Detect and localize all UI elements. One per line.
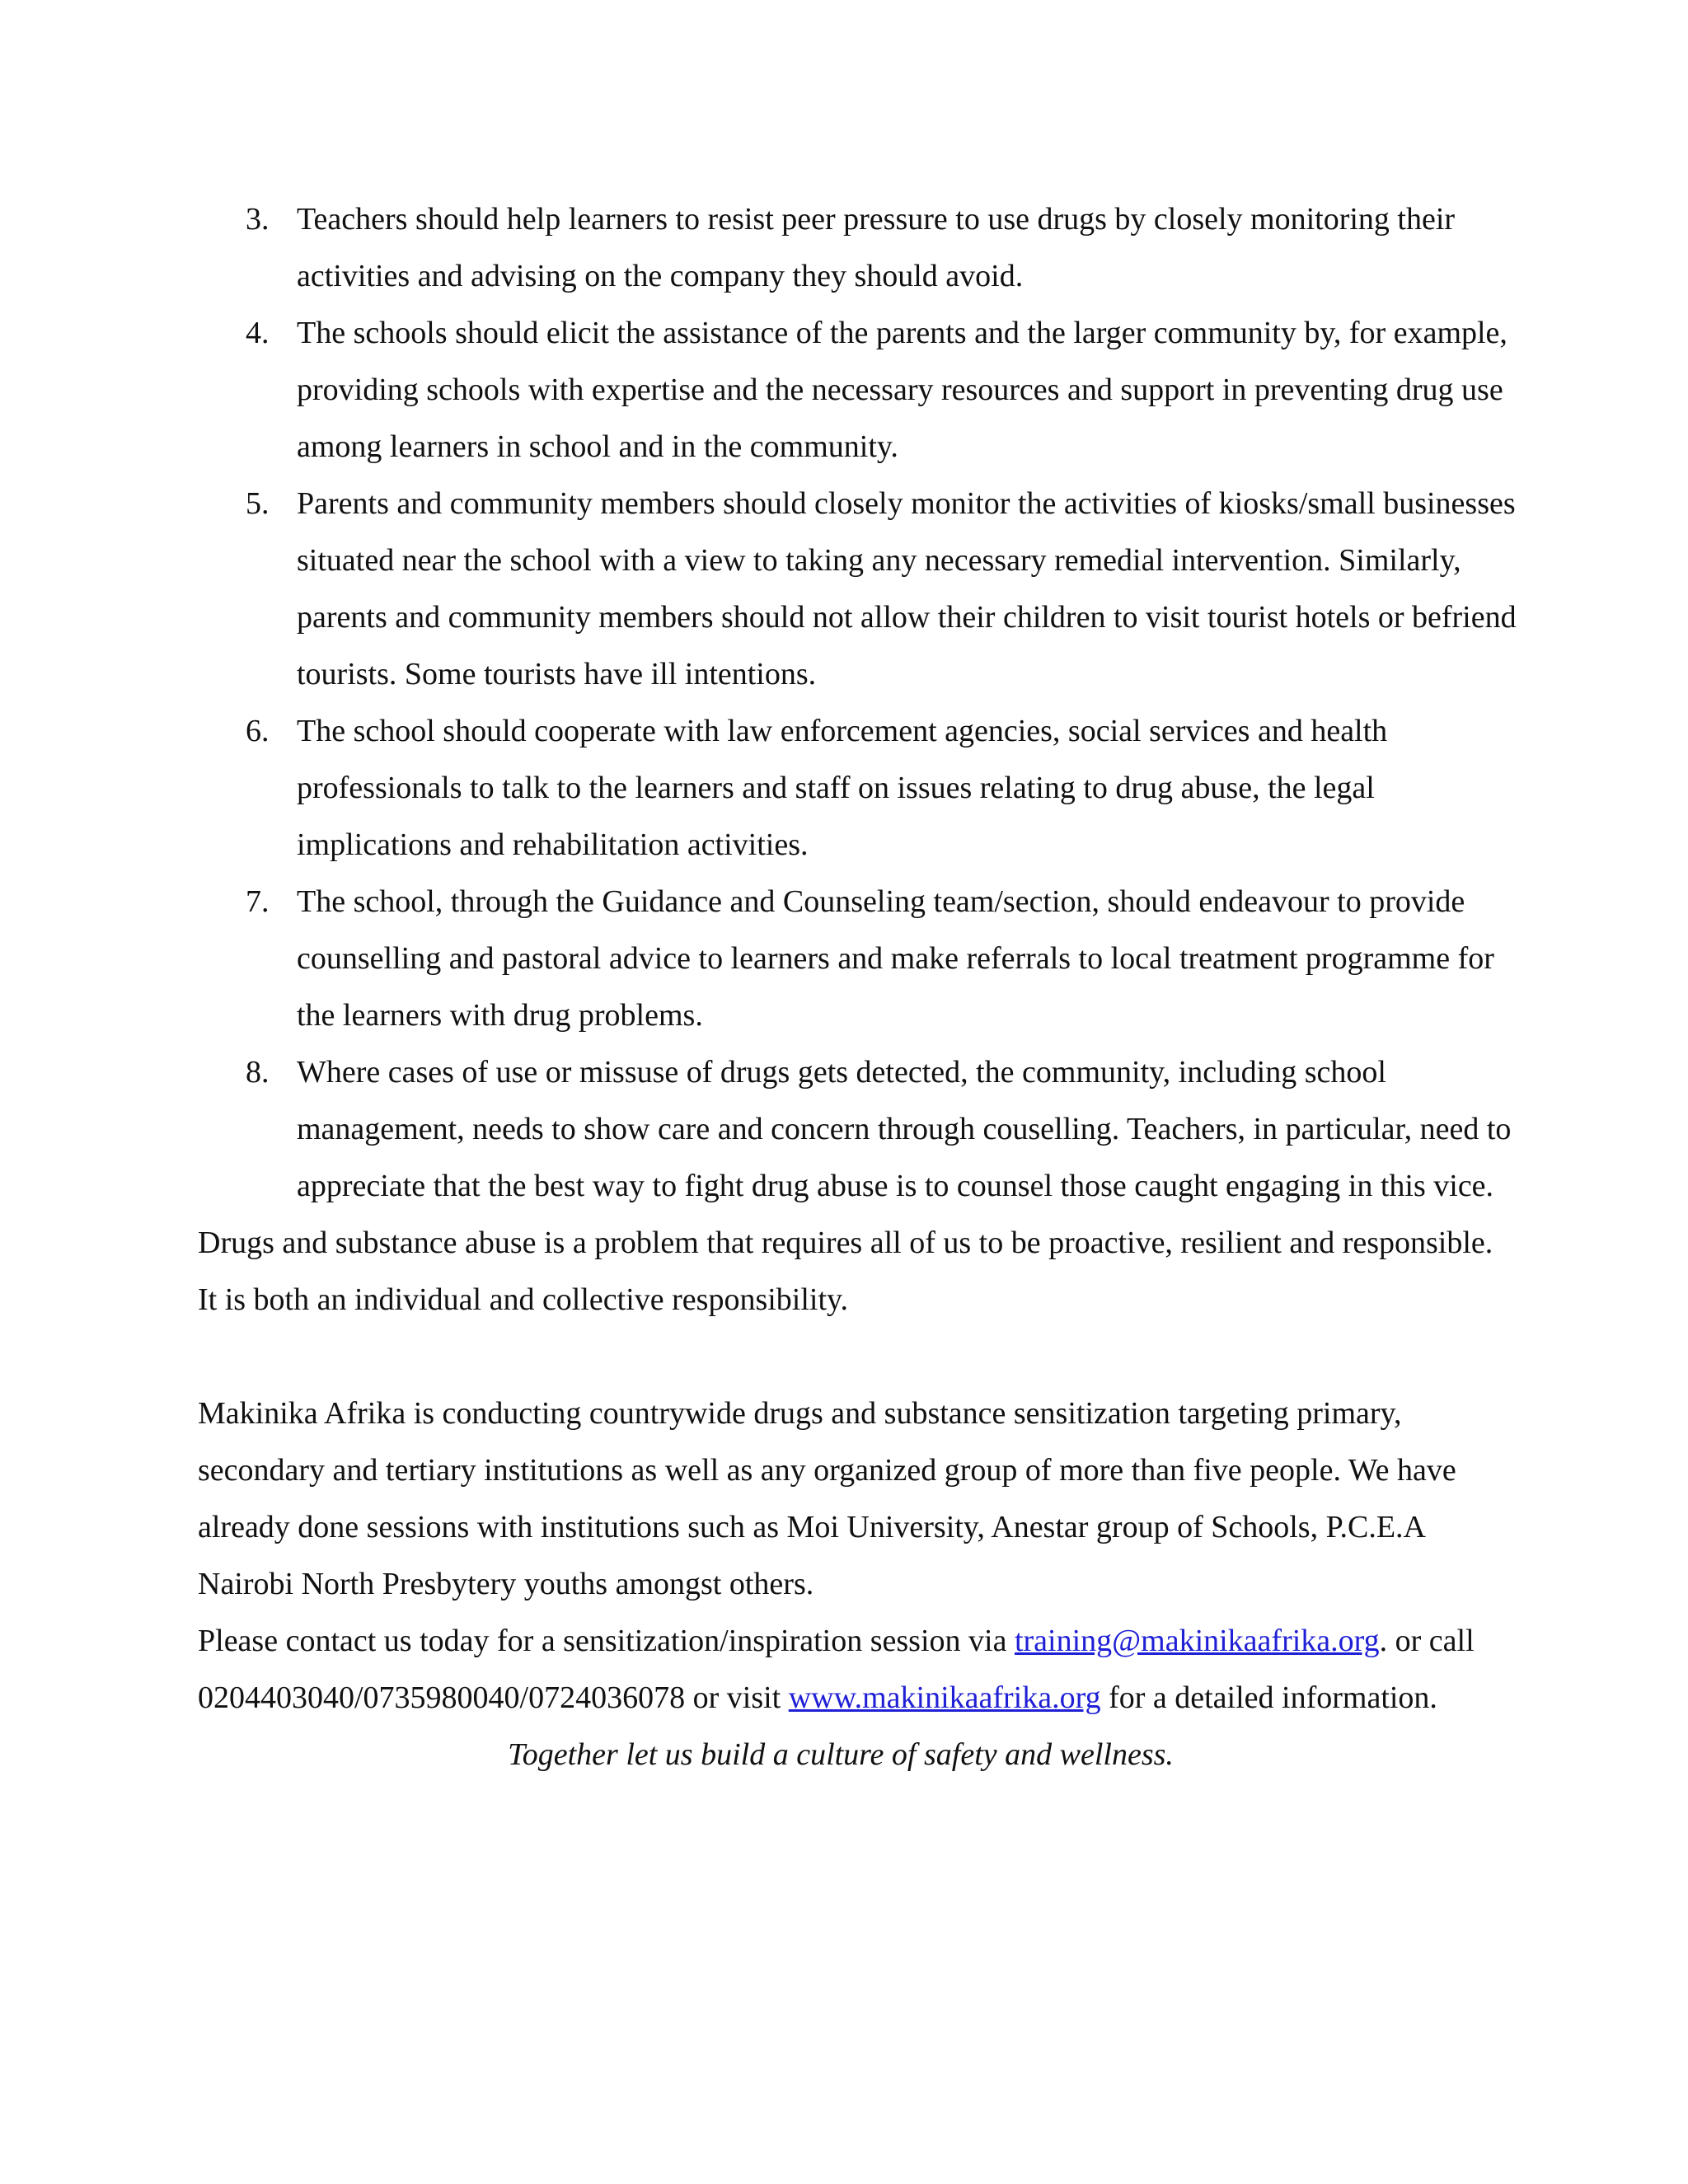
- about-paragraph: Makinika Afrika is conducting countrywide drugs and substance sensitization targeting primary, secondary and tertiary institutions as well as any organized group of more than five people. We have already done sessions with institutions such as Moi University, Anestar group of Schools, P.C.E.A Nairobi North Presbytery youths amongst others.: [198, 1396, 1456, 1601]
- list-item-text: Teachers should help learners to resist peer pressure to use drugs by closely monitoring their activities and advising on the company they should avoid.: [297, 202, 1456, 293]
- list-item-text: The schools should elicit the assistance of the parents and the larger community by, for example, providing schools with expertise and the necessary resources and support in preventing drug use among learners in school and in the community.: [297, 316, 1507, 464]
- list-item-text: Where cases of use or missuse of drugs gets detected, the community, including school management, needs to show care and concern through couselling. Teachers, in particular, need to appreciate that the best way to fight drug abuse is to counsel those caught engaging in this vice.: [297, 1055, 1512, 1203]
- contact-closing-text: for a detailed information.: [1100, 1680, 1437, 1715]
- list-item-text: The school, through the Guidance and Counseling team/section, should endeavour to provide counselling and pastoral advice to learners and make referrals to local treatment programme for the learners with drug problems.: [297, 884, 1494, 1033]
- list-item: [198, 703, 1517, 874]
- list-item: [198, 874, 1517, 1044]
- list-item: [198, 305, 1517, 476]
- contact-intro-text: Please contact us today for a sensitization/inspiration session via: [198, 1624, 1015, 1658]
- list-item-number: 6.: [246, 714, 270, 748]
- list-item-number: 3.: [246, 202, 270, 237]
- website-link[interactable]: www.makinikaafrika.org: [788, 1680, 1101, 1715]
- list-item: [198, 1044, 1517, 1215]
- list-item-text: The school should cooperate with law enforcement agencies, social services and health professionals to talk to the learners and staff on issues relating to drug abuse, the legal implications and rehabilitation activities.: [297, 714, 1388, 862]
- document-body: [198, 191, 1517, 1783]
- list-item: [198, 191, 1517, 305]
- closing-tagline: Together let us build a culture of safety and wellness.: [508, 1737, 1174, 1772]
- list-item-number: 4.: [246, 316, 270, 350]
- list-item-number: 8.: [246, 1055, 270, 1090]
- list-item-text: Parents and community members should closely monitor the activities of kiosks/small businesses situated near the school with a view to taking any necessary remedial intervention. Similarly, parents and community members should not allow their children to visit tourist hotels or befriend tourists. Some tourists have ill intentions.: [297, 486, 1517, 691]
- contact-paragraph: [198, 1613, 1517, 1727]
- summary-paragraph: Drugs and substance abuse is a problem that requires all of us to be proactive, resilient and responsible. It is both an individual and collective responsibility.: [198, 1226, 1493, 1317]
- contact-call-text: . or call 0204403040/0735980040/0724036078 or visit: [198, 1624, 1475, 1715]
- email-link[interactable]: training@makinikaafrika.org: [1014, 1624, 1380, 1658]
- recommendations-list: [198, 191, 1517, 1215]
- list-item-number: 7.: [246, 884, 270, 919]
- list-item: [198, 476, 1517, 703]
- list-item-number: 5.: [246, 486, 270, 521]
- paragraph-spacer: [198, 1329, 1517, 1385]
